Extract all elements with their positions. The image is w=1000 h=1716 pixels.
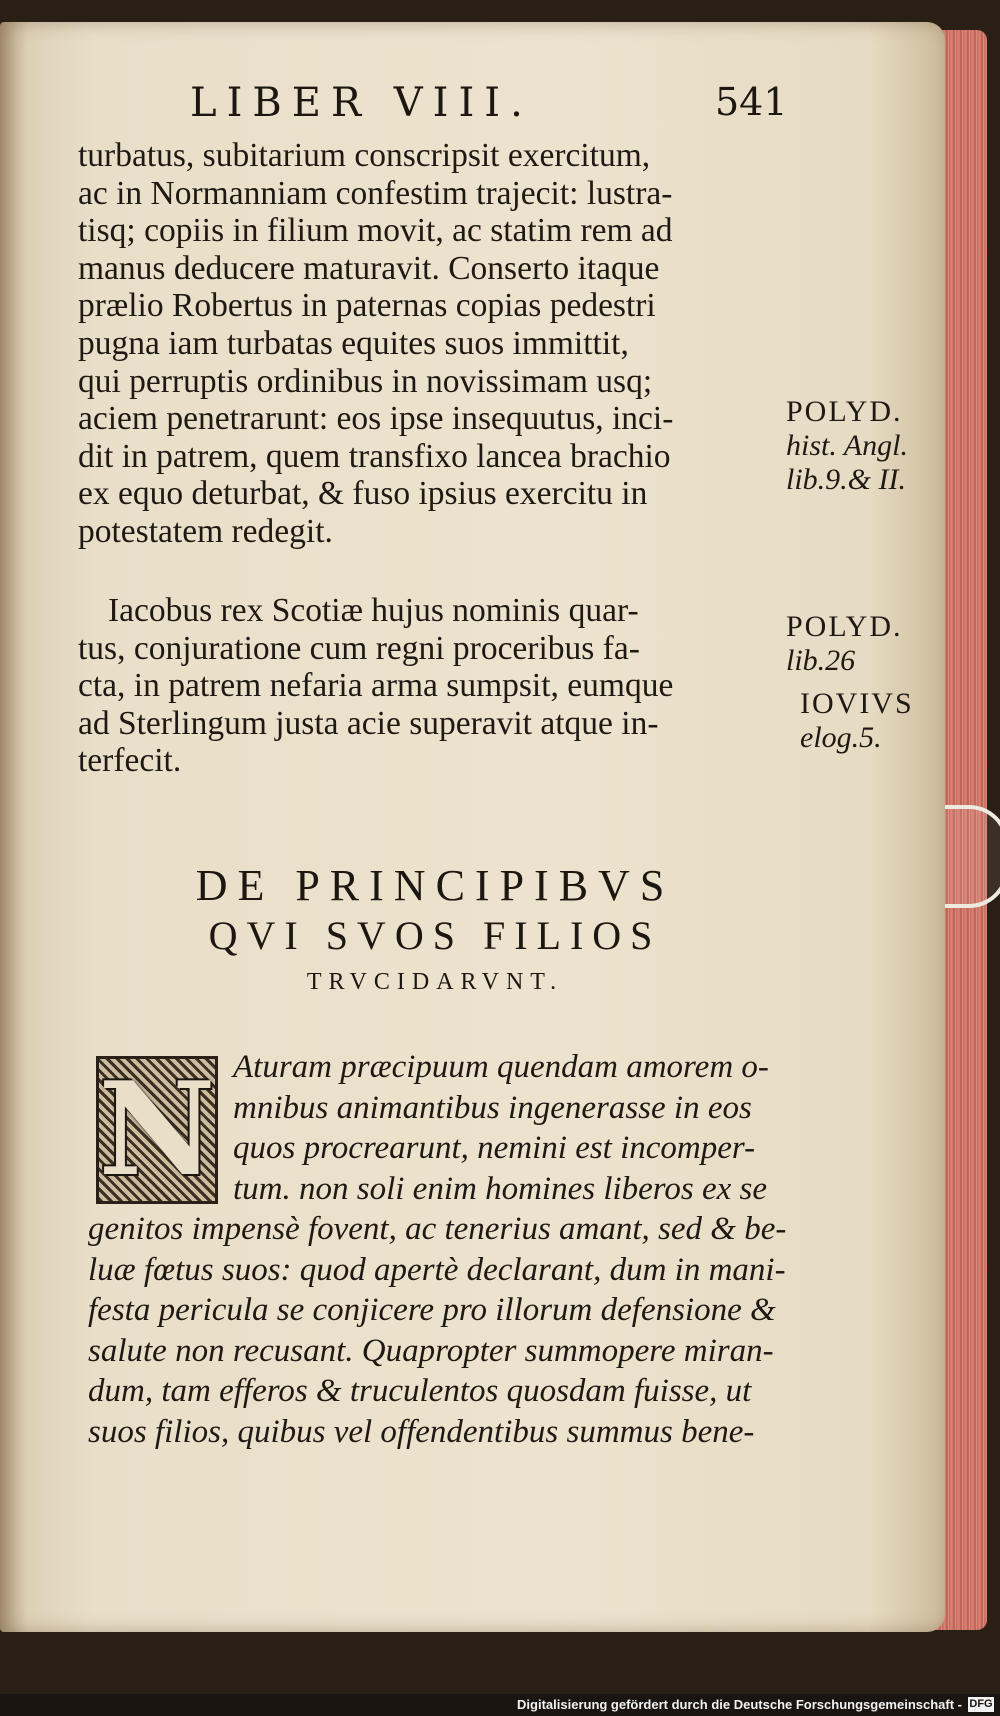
paragraph-1 [78,137,778,551]
text-line: genitos impensè fovent, ac tenerius amant, sed & be- [88,1211,787,1247]
marginal-author: POLYD. [786,395,903,428]
text-line: pugna iam turbatas equites suos immittit, [78,324,629,362]
book-page [0,22,945,1632]
text-line: dum, tam efferos & truculentos quosdam fuisse, ut [88,1373,752,1409]
dfg-logo: DFG [969,1698,993,1710]
text-line: manus deducere maturavit. Conserto itaque [78,249,660,287]
text-line: ex equo deturbat, & fuso ipsius exercitu in [78,475,648,513]
text-line: cta, in patrem nefaria arma sumpsit, eumque [78,667,674,705]
text-line: tum. non soli enim homines liberos ex se [233,1170,768,1207]
text-line: tisq; copiis in filium movit, ac statim rem ad [78,212,673,250]
marginal-note-2 [786,610,903,678]
marginal-reference: hist. Angl. [786,429,908,462]
paragraph-2 [78,592,778,780]
section-heading-line-2: QVI SVOS FILIOS [208,913,662,958]
marginal-note-1 [786,395,908,497]
text-line: ad Sterlingum justa acie superavit atque in- [78,704,659,742]
text-line: potestatem redegit. [78,512,333,550]
text-line: luæ fœtus suos: quod apertè declarant, dum in mani- [88,1251,786,1288]
marginal-note-3 [800,687,914,755]
funding-credit: Digitalisierung gefördert durch die Deutsche Forschungsgemeinschaft - [517,1697,962,1712]
text-line: quos procrearunt, nemini est incomper- [233,1130,756,1166]
marginal-author: POLYD. [786,610,903,643]
text-line: turbatus, subitarium conscripsit exercitum, [78,137,651,174]
text-line: prælio Robertus in paternas copias pedestri [78,287,656,325]
text-line: qui perruptis ordinibus in novissimam usq; [78,362,653,400]
text-line: Iacobus rex Scotiæ hujus nominis quar- [108,592,639,629]
text-line: ac in Normanniam confestim trajecit: lustra- [78,174,673,212]
marginal-reference: lib.9.& II. [786,463,906,496]
text-line: tus, conjuratione cum regni proceribus fa- [78,629,640,667]
marginal-reference: elog.5. [800,721,882,754]
page-number: 541 [715,80,788,124]
text-line: aciem penetrarunt: eos ipse insequutus, inci- [78,400,674,438]
text-line: mnibus animantibus ingenerasse in eos [233,1089,752,1126]
section-heading-line-1: DE PRINCIPIBVS [195,861,675,910]
text-line: dit in patrem, quem transfixo lancea brachio [78,437,671,475]
marginal-author: IOVIVS [800,687,914,720]
text-line: salute non recusant. Quapropter summopere miran- [88,1332,774,1369]
marginal-reference: lib.26 [786,644,856,677]
text-line: festa pericula se conjicere pro illorum defensione & [88,1292,776,1328]
text-line: terfecit. [78,742,182,780]
section-heading-line-3: TRVCIDARVNT. [306,969,564,995]
text-line: suos filios, quibus vel offendentibus summus bene- [88,1413,755,1450]
footer-bar [0,1694,1000,1716]
italic-paragraph [88,1047,808,1452]
running-title: LIBER VIII. [190,80,533,126]
text-line: Aturam præcipuum quendam amorem o- [233,1049,769,1085]
initial-letter: N [98,1056,216,1204]
